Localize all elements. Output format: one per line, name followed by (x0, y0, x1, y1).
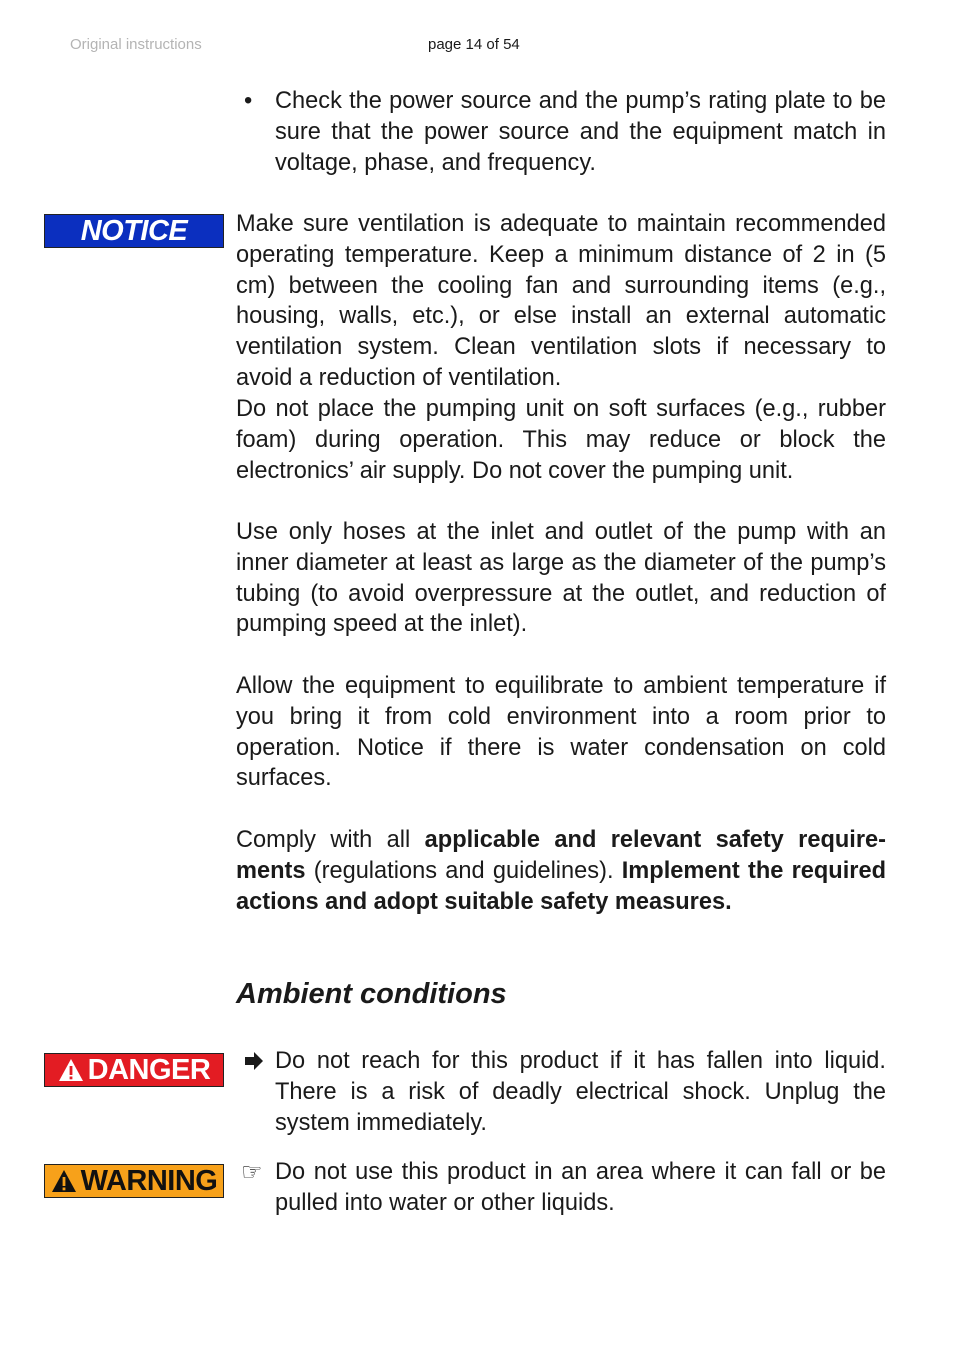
danger-label: DANGER (87, 1053, 211, 1086)
warning-triangle-icon (58, 1058, 84, 1082)
danger-badge (44, 1053, 224, 1087)
warning-triangle-icon (51, 1169, 77, 1193)
comply-text-1: Comply with all (236, 827, 425, 853)
warning-badge (44, 1164, 224, 1198)
notice-surface-paragraph: Do not place the pumping unit on soft surfaces (e.g., rubber foam) during operation. This may reduce or block the electronics’ air supply. Do not cover the pumping unit. (236, 396, 886, 484)
notice-badge (44, 214, 224, 248)
hoses-paragraph: Use only hoses at the inlet and outlet of the pump with an inner diameter at least as large as the diameter of the pump’s tubing (to avoid overpressure at the outlet, and reduction of pumping speed at the inlet). (236, 519, 886, 638)
comply-bold-2: Implement the required actions and adopt suitable safety measures. (236, 857, 886, 915)
warning-label: WARNING (80, 1164, 218, 1197)
danger-text: Do not reach for this product if it has fallen into liquid. There is a risk of deadly electrical shock. Unplug the system immediately. (275, 1048, 886, 1136)
bullet-power-source: Check the power source and the pump’s rating plate to be sure that the power source and the equipment match in voltage, phase, and frequency. (275, 88, 886, 176)
comply-paragraph (236, 825, 886, 917)
warning-text: Do not use this product in an area where it can fall or be pulled into water or other liquids. (275, 1159, 886, 1216)
equilibrate-paragraph: Allow the equipment to equilibrate to ambient temperature if you bring it from cold environment into a room prior to operation. Notice if there is water condensation on cold surfaces. (236, 673, 886, 792)
comply-bold-1: applicable and relevant safety requirements (236, 827, 887, 884)
bullet-marker: • (244, 88, 253, 114)
arrow-right-icon (243, 1050, 265, 1072)
section-heading: Ambient conditions (236, 978, 507, 1010)
header-doc-type: Original instructions (70, 36, 202, 53)
comply-text-2: (regulations and guidelines). (305, 857, 622, 884)
pointing-hand-icon: ☞ (241, 1159, 263, 1186)
notice-ventilation-paragraph: Make sure ventilation is adequate to maintain recommended operating temperature. Keep a minimum distance of 2 in (5 cm) between the cooling fan and surrounding items (e.g., housing, walls, etc.), or else install an external automatic ventilation system. Clean ventilation slots if necessary to avoid a reduction of ventilation. (236, 211, 886, 391)
notice-label: NOTICE (80, 214, 188, 247)
page-number: page 14 of 54 (428, 36, 520, 53)
